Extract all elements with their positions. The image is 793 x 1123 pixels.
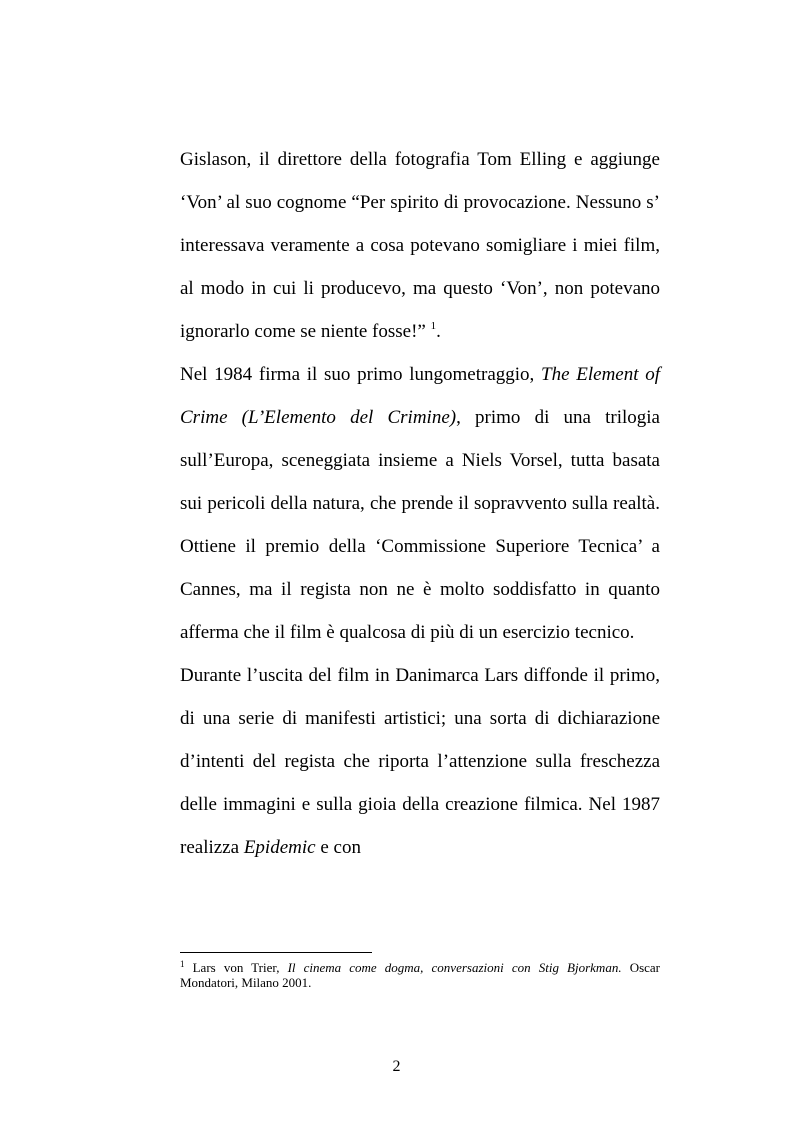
footnote-number: 1 xyxy=(180,959,185,969)
paragraph-1-text: Gislason, il direttore della fotografia Tom Elling e aggiunge ‘Von’ al suo cognome “Per spirito di provocazione. Nessuno s’ interessava veramente a cosa potevano somigliare i miei film, al modo in cui li producevo, ma questo ‘Von’, non potevano ignorarlo come se niente fosse!” xyxy=(180,149,660,342)
main-text xyxy=(180,138,660,869)
paragraph-2-text-after: , primo di una trilogia sull’Europa, sceneggiata insieme a Niels Vorsel, tutta basata sui pericoli della natura, che prende il sopravvento sulla realtà. Ottiene il premio della ‘Commissione Superiore Tecnica’ a Cannes, ma il regista non ne è molto soddisfatto in quanto afferma che il film è qualcosa di più di un esercizio tecnico. xyxy=(180,407,660,643)
footnote-separator xyxy=(180,952,372,953)
paragraph-2 xyxy=(180,353,660,654)
footnote xyxy=(180,960,660,990)
paragraph-2-text-before: Nel 1984 firma il suo primo lungometraggio, xyxy=(180,364,535,385)
film-title-epidemic: Epidemic xyxy=(243,837,316,858)
footnote-author: Lars von Trier, xyxy=(192,960,280,975)
footnote-publisher: Oscar Mondatori, Milano 2001. xyxy=(180,960,661,990)
footnote-reference: 1 xyxy=(430,320,437,332)
page-number: 2 xyxy=(392,1058,401,1075)
paragraph-1 xyxy=(180,138,660,353)
paragraph-3-text-after: e con xyxy=(320,837,361,858)
paragraph-1-end: . xyxy=(436,321,441,342)
paragraph-3-text-before: Durante l’uscita del film in Danimarca Lars diffonde il primo, di una serie di manifesti artistici; una sorta di dichiarazione d’intenti del regista che riporta l’attenzione sulla freschezza delle immagini e sulla gioia della creazione filmica. Nel 1987 realizza xyxy=(180,665,660,858)
footnote-book-title: Il cinema come dogma, conversazioni con Stig Bjorkman. xyxy=(287,960,622,975)
paragraph-3 xyxy=(180,654,660,869)
film-title-element-of-crime: The Element of Crime (L’Elemento del Crimine) xyxy=(180,364,661,428)
